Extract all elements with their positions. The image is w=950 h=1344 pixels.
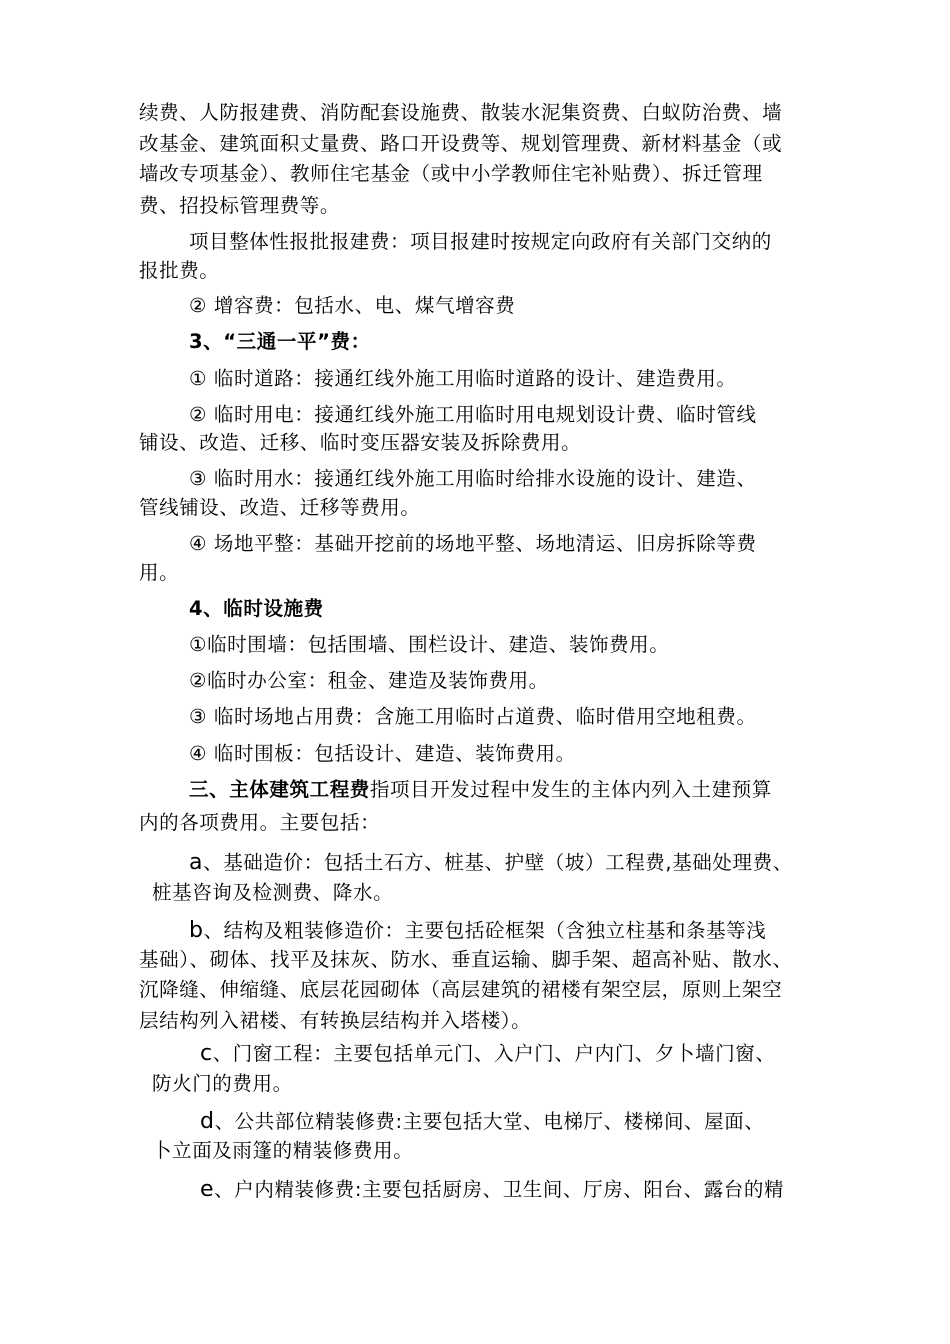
- text-line: 管线铺设、改造、迁移等费用。: [139, 496, 421, 519]
- text-line: 报批费。: [139, 259, 220, 282]
- text-line: 桩基咨询及检测费、降水。: [152, 881, 394, 904]
- list-item: [200, 1109, 764, 1135]
- item-marker: b: [189, 918, 204, 943]
- section-heading: 4、临时设施费: [189, 597, 324, 620]
- text-line: [189, 777, 772, 803]
- text-line: 铺设、改造、迁移、临时变压器安装及拆除费用。: [139, 431, 582, 454]
- text-line: 层结构列入裙楼、有转换层结构并入塔楼）。: [139, 1009, 532, 1032]
- list-item: [200, 1041, 776, 1067]
- item-text: 、户内精装修费:主要包括厨房、卫生间、厅房、阳台、露台的精: [214, 1178, 785, 1201]
- text-line: ④ 场地平整：基础开挖前的场地平整、场地清运、旧房拆除等费: [189, 532, 757, 555]
- text-line: 费、招投标管理费等。: [139, 194, 341, 217]
- text-line: 用。: [139, 561, 180, 584]
- text-line: ②临时办公室：租金、建造及装饰费用。: [189, 669, 549, 692]
- text-line: ④ 临时围板：包括设计、建造、装饰费用。: [189, 742, 576, 765]
- text-line: 内的各项费用。主要包括：: [139, 811, 381, 834]
- section-heading: 3、“三通一平”费：: [189, 330, 371, 353]
- text-line: 沉降缝、伸缩缝、底层花园砌体（高层建筑的裙楼有架空层，原则上架空: [139, 978, 783, 1001]
- text-line: ① 临时道路：接通红线外施工用临时道路的设计、建造费用。: [189, 367, 737, 390]
- text-line: ①临时围墙：包括围墙、围栏设计、建造、装饰费用。: [189, 633, 670, 656]
- item-text: 、基础造价：包括土石方、桩基、护壁（坡）工程费,基础处理费、: [203, 851, 793, 874]
- text-line: ② 临时用电：接通红线外施工用临时用电规划设计费、临时管线: [189, 403, 757, 426]
- text-line: 防火门的费用。: [152, 1072, 293, 1095]
- text-line: 续费、人防报建费、消防配套设施费、散装水泥集资费、白蚁防治费、墙: [139, 101, 783, 124]
- item-text: 、门窗工程：主要包括单元门、入户门、户内门、夕卜墙门窗、: [212, 1042, 776, 1065]
- text-line: 基础）、砌体、找平及抹灰、防水、垂直运输、脚手架、超高补贴、散水、: [139, 948, 793, 971]
- item-marker: c: [200, 1041, 213, 1066]
- section-heading: 三、主体建筑工程费: [189, 778, 370, 801]
- item-marker: a: [189, 850, 204, 875]
- text-line: ③ 临时场地占用费：含施工用临时占道费、临时借用空地租费。: [189, 705, 757, 728]
- list-item: [200, 1177, 784, 1203]
- text-line: ② 增容费：包括水、电、煤气增容费: [189, 294, 516, 317]
- item-marker: e: [200, 1177, 215, 1202]
- text-line: 墙改专项基金）、教师住宅基金（或中小学教师住宅补贴费）、拆迁管理: [139, 162, 763, 185]
- section-intro: 指项目开发过程中发生的主体内列入土建预算: [369, 778, 772, 801]
- list-item: [189, 850, 793, 876]
- item-marker: d: [200, 1109, 215, 1134]
- text-line: ③ 临时用水：接通红线外施工用临时给排水设施的设计、建造、: [189, 467, 757, 490]
- text-line: 改基金、建筑面积丈量费、路口开设费等、规划管理费、新材料基金（或: [139, 132, 783, 155]
- text-line: 卜立面及雨篷的精装修费用。: [152, 1139, 414, 1162]
- item-text: 、结构及粗装修造价：主要包括砼框架（含独立柱基和条基等浅: [203, 919, 767, 942]
- list-item: [189, 918, 766, 944]
- item-text: 、公共部位精装修费:主要包括大堂、电梯厅、楼梯间、屋面、: [214, 1110, 765, 1133]
- text-line: 项目整体性报批报建费：项目报建时按规定向政府有关部门交纳的: [189, 230, 772, 253]
